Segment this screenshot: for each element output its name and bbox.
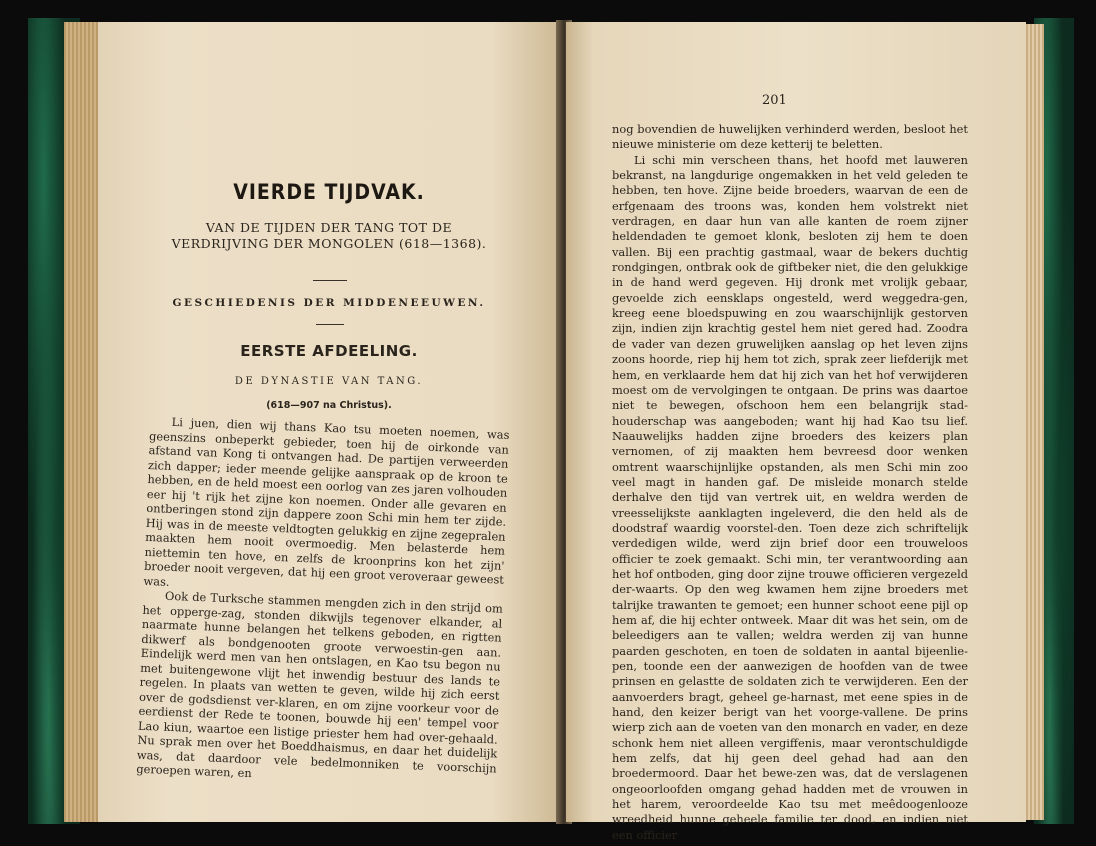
body-text-right: [612, 122, 968, 843]
divider-rule: [313, 280, 347, 281]
paragraph: Li juen, dien wij thans Kao tsu moeten noemen, was geenszins onbeperkt gebieder, toen hij de oirkonde van afstand van Kong ti ontvangen had. De partijen verweerden zich dapper; ieder meende gelijke aanspraak op de kroon te hebben, en de held moest een oorlog van zes jaren volhouden eer hij 't rijk het zijne kon noemen. Onder alle gevaren en ontberingen stond zijn dappere zoon Schi min hem ter zijde. Hij was in de meeste veldtogten gelukkig en zijne zegepralen maakten hem nooit overmoedig. Men belasterde hem niettemin ten hove, en zelfs de kroonprins kon het zijn' broeder nooit vergeven, dat hij een groot veroveraar geweest was.: [143, 414, 510, 589]
dynasty-title: DE DYNASTIE VAN TANG.: [234, 376, 424, 387]
page-edges-left: [64, 22, 100, 822]
part-title: EERSTE AFDEELING.: [240, 342, 418, 360]
period-title: VIERDE TIJDVAK.: [233, 180, 425, 204]
period-subtitle: VAN DE TIJDEN DER TANG TOT DE VERDRIJVING DER MONGOLEN (618—1368).: [171, 220, 487, 251]
paragraph: Ook de Turksche stammen mengden zich in den strijd om het opperge-zag, stonden dikwijls tegenover elkander, al naarmate hunne belangen het telkens geboden, en rigtten dikwerf als bondgenooten groote verwoestin-gen aan. Eindelijk werd men van hen ontslagen, en Kao tsu begon nu met buitengewone vlijt het inwendig bestuur des lands te regelen. In plaats van wetten te geven, wilde hij zich eerst over de godsdienst ver-klaren, en om zijne voorkeur voor de eerdienst der Rede te toonen, bouwde hij een' tempel voor Lao kiun, waartoe een listige priester hem had over-gehaald. Nu sprak men over het Boeddhaismus, en daar het duidelijk was, dat daardoor vele bedelmonniken te voorschijn geroepen waren, en: [136, 588, 504, 781]
page-number: 201: [762, 93, 787, 108]
series-title: GESCHIEDENIS DER MIDDENEEUWEN.: [172, 297, 486, 309]
paragraph: Li schi min verscheen thans, het hoofd met lauweren bekranst, na langdurige ongemakken in het veld geleden te hebben, ten hove. Zijne beide broeders, waarvan de een de erfgenaam des troons was, konden hem volstrekt niet verdragen, en daar hun van alle kanten de roem zijner heldendaden te gemoet klonk, besloten zij hem te doen vallen. Bij een prachtig gastmaal, waar de bekers duchtig rondgingen, ontbrak ook de giftbeker niet, die den gelukkige in de hand werd gegeven. Hij dronk met vrolijk gebaar, gevoelde zich eensklaps ongesteld, werd weggedra-gen, kreeg eene bloedspuwing en zou waarschijnlijk gestorven zijn, indien zijn krachtig gestel hem niet gered had. Zoodra de vader van dezen gruwelijken aanslag op het leven zijns zoons hoorde, riep hij hem tot zich, sprak zeer liefderijk met hem, en verklaarde hem dat hij zich van het hof verwijderen moest om de vervolgingen te ontgaan. De prins was daartoe niet te bewegen, ofschoon hem een belangrijk stad-houderschap was aangeboden; want hij had Kao tsu lief. Naauwelijks hadden zijne broeders des keizers plan vernomen, of zij maakten hem bevreesd door wenken omtrent waarschijnlijke opstanden, als men Schi min zoo veel magt in handen gaf. De misleide monarch stelde derhalve den tijd van vertrek uit, en weldra werden de vreesselijkste aanklagten ingeleverd, die den held als de doodstraf waardig voorstel-den. Toen deze zich schriftelijk verdedigen wilde, werd zijn brief door een trouweloos officier te zoek gemaakt. Schi min, ter verantwoording aan het hof ontboden, ging door zijne trouwe officieren vergezeld der-waarts. Op den weg kwamen hem zijne broeders met talrijke trawanten te gemoet; een hunner schoot eene pijl op hem af, die hij echter ontweek. Maar dit was het sein, om de beleedigers aan te vallen; weldra werden zij van hunne paarden geschoten, en toen de soldaten in aantal bijeenlie-pen, toonde een der aanwezigen de hoofden van de twee prinsen en gelastte de soldaten zich te verwijderen. Een der aanvoerders bragt, geheel ge-harnast, met eene spies in de hand, den keizer berigt van het voorge-vallene. De prins wierp zich aan de voeten van den monarch en vader, en deze schonk hem niet alleen vergiffenis, maar verontschuldigde hem zelfs, dat hij geen deel gehad had aan den broedermoord. Daar het bewe-zen was, dat de verslagenen ongeoorloofden omgang gehad hadden met de vrouwen in het harem, veroordeelde Kao tsu met meêdoogenlooze wreedheid hunne geheele familie ter dood, en indien niet een officier: [612, 152, 968, 842]
divider-rule: [316, 324, 344, 325]
paragraph: nog bovendien de huwelijken verhinderd werden, besloot het nieuwe ministerie om deze ketterij te beletten.: [612, 122, 968, 152]
dates-heading: (618—907 na Christus).: [266, 400, 392, 411]
left-page: [98, 22, 560, 822]
right-page: [566, 22, 1026, 842]
body-text-left: [136, 414, 510, 790]
